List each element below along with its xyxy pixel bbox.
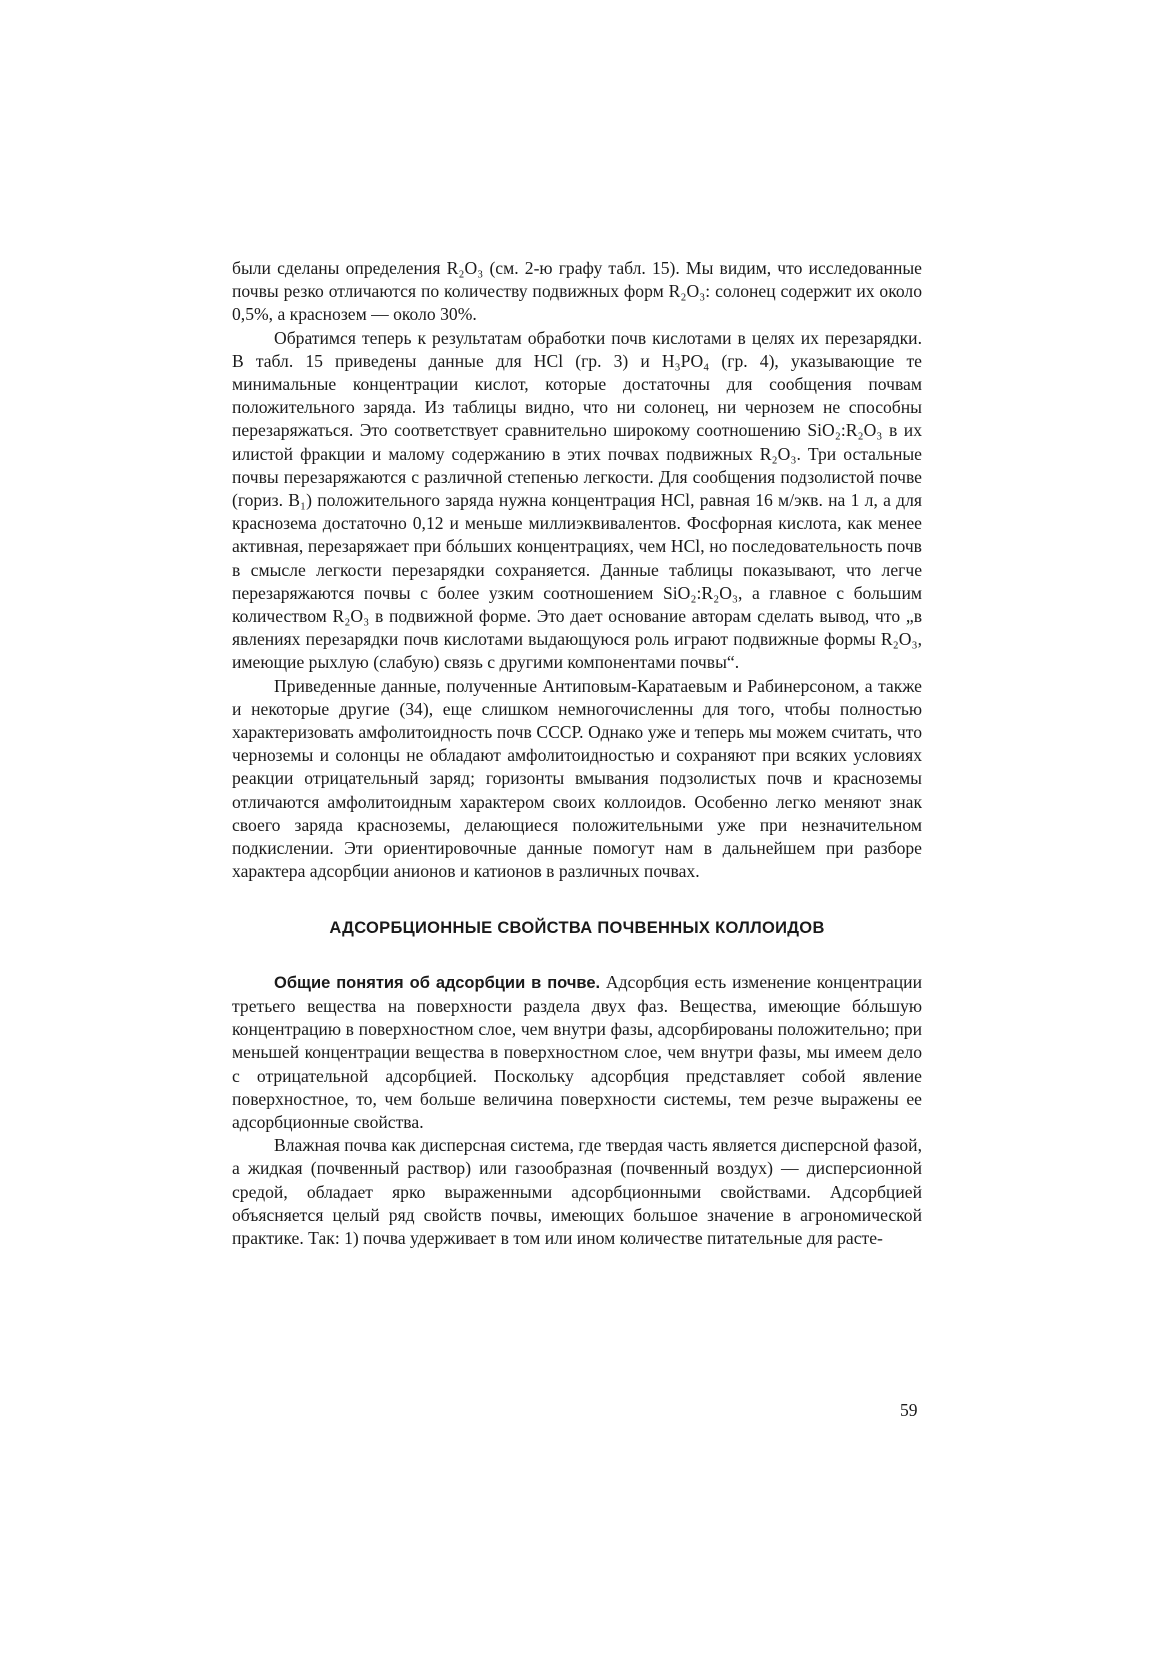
body-text (232, 257, 922, 1250)
section-heading: АДСОРБЦИОННЫЕ СВОЙСТВА ПОЧВЕННЫХ КОЛЛОИДОВ (329, 919, 825, 938)
paragraph-recharging: Обратимся теперь к результатам обработки почв кислотами в целях их перезарядки. В табл. 15 приведены данные для HCl (гр. 3) и H₃PO₄ (гр. 4), указывающие те минимальные концентрации кислот, которые достаточны для сообщения почвам положительного заряда. Из таблицы видно, что ни солонец, ни чернозем не способны перезаряжаться. Это соответствует сравнительно широкому соотношению SiO₂:R₂O₃ в их илистой фракции и малому содержанию в этих почвах подвижных R₂O₃. Три остальные почвы перезаряжаются с различной степенью легкости. Для сообщения подзолистой почве (гориз. B₁) положительного заряда нужна концентрация HCl, равная 16 м/экв. на 1 л, а для краснозема достаточно 0,12 и меньше миллиэквивалентов. Фосфорная кислота, как менее активная, перезаряжает при бóльших концентрациях, чем HCl, но последовательность почв в смысле легкости перезарядки сохраняется. Данные таблицы показывают, что легче перезаряжаются почвы с более узким соотношением SiO₂:R₂O₃, а главное с большим количеством R₂O₃ в подвижной форме. Это дает основание авторам сделать вывод, что „в явлениях перезарядки почв кислотами выдающуюся роль играют подвижные формы R₂O₃, имеющие рыхлую (слабую) связь с другими компонентами почвы“. (232, 327, 922, 673)
page-number: 59 (900, 1400, 918, 1420)
paragraph-amphoteric: Приведенные данные, полученные Антиповым-Каратаевым и Рабинерсоном, а также и некоторые другие (34), еще слишком немногочисленны для того, чтобы полностью характеризовать амфолитоидность почв СССР. Однако уже и теперь мы можем считать, что черноземы и солонцы не обладают амфолитоидностью и сохраняют при всяких условиях реакции отрицательный заряд; горизонты вмывания подзолистых почв и красноземы отличаются амфолитоидным характером своих коллоидов. Особенно легко меняют знак своего заряда красноземы, делающиеся положительными уже при незначительном подкислении. Эти ориентировочные данные помогут нам в дальнейшем при разборе характера адсорбции анионов и катионов в различных почвах. (232, 675, 922, 882)
paragraph-adsorption-concepts (232, 971, 922, 1134)
paragraph-continuation: были сделаны определения R₂O₃ (см. 2-ю графу табл. 15). Мы видим, что исследованные почвы резко отличаются по количеству подвижных форм R₂O₃: солонец содержит их около 0,5%, а краснозем — около 30%. (232, 258, 922, 325)
run-in-text: Адсорбция есть изменение концентрации третьего вещества на поверхности раздела двух фаз. Вещества, имеющие бóльшую концентрацию в поверхностном слое, чем внутри фазы, адсорбированы положительно; при меньшей концентрации вещества в поверхностном слое, чем внутри фазы, мы имеем дело с отрицательной адсорбцией. Поскольку адсорбция представляет собой явление поверхностное, то, чем больше величина поверхности системы, тем резче выражены ее адсорбционные свойства. (232, 971, 922, 1132)
paragraph-wet-soil: Влажная почва как дисперсная система, где твердая часть является дисперсной фазой, а жидкая (почвенный раствор) или газообразная (почвенный воздух) — дисперсионной средой, обладает ярко выраженными адсорбционными свойствами. Адсорбцией объясняется целый ряд свойств почвы, имеющих большое значение в агрономической практике. Так: 1) почва удерживает в том или ином количестве питательные для расте- (232, 1135, 922, 1248)
run-in-heading: Общие понятия об адсорбции в почве. (274, 973, 601, 992)
